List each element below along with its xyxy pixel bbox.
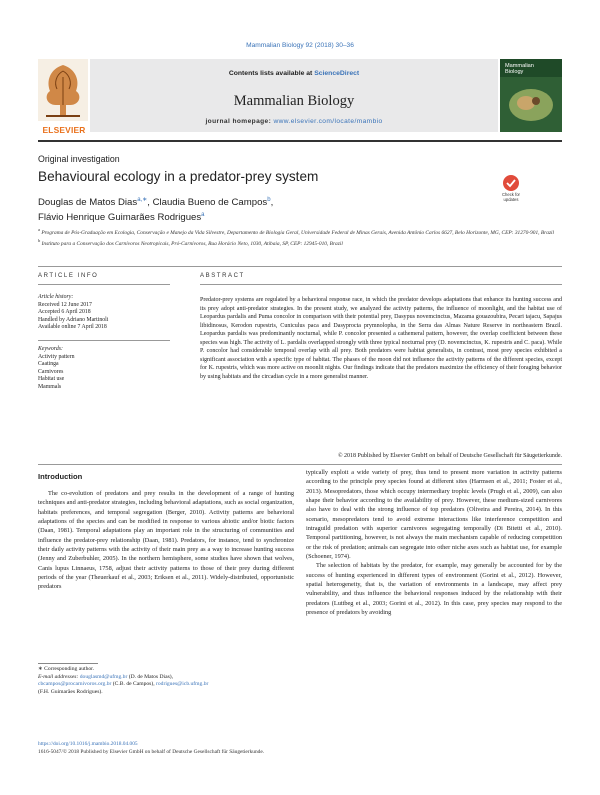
keywords-label: Keywords: <box>38 346 63 352</box>
author-name[interactable]: Douglas de Matos Dias <box>38 197 138 209</box>
intro-paragraph: typically exploit a wide variety of prey, thus tend to present more variation in activity patterns according to the principle prey species found at different sites (Harmsen et al., 2011; Foster et al., 2013). Mesopredators, those which occupy intermediary trophic levels (Prugh et al., 2009), can also shape their behavior according to the availability of prey. However, these medium-sized carnivores also have to deal with the strong influence of top predators (Oliveira and Pereira, 2014). In this scenario, mesopredators tend to avoid extreme interactions like interference competition and intraguild predation with superior carnivores segregating temporally (Di Bitetti et al., 2010). Temporal partitioning, however, is not always the main mechanism capable of reducing competition or the risk of predation; animals can segregate into other niche axes such as habitat use, for example (Schoener, 1974). <box>306 469 562 561</box>
check-badge-line1: Check for <box>502 192 520 197</box>
journal-homepage <box>90 118 498 125</box>
publication-footer <box>38 741 562 756</box>
affiliation-marker: b <box>38 238 41 244</box>
email-label: E-mail addresses: <box>38 673 80 680</box>
homepage-link[interactable]: www.elsevier.com/locate/mambio <box>273 118 383 125</box>
journal-name: Mammalian Biology <box>233 93 355 109</box>
email-link[interactable]: cbcampos@procarnivoros.org.br <box>38 681 112 688</box>
affiliation-divider <box>38 266 562 267</box>
affiliation-item <box>38 237 562 248</box>
intro-paragraph: The selection of habitats by the predator, for example, may generally be accounted for by the success of hunting experienced in different types of environment (Gorini et al., 2012). However, spatial heterogeneity, that is, the variation of environments in a landscape, may affect prey vulnerability, and thus influence the behavioral responses induced by the relationship with their predators (Luttbeg et al., 2003; Gorini et al., 2012). In this case, prey species may respond to the presence of predators by avoiding <box>306 562 562 617</box>
history-item: Available online 7 April 2018 <box>38 324 107 330</box>
cover-title-line1: Mammalian <box>505 63 534 69</box>
journal-reference[interactable]: Mammalian Biology 92 (2018) 30–36 <box>246 42 354 49</box>
homepage-label: journal homepage: <box>205 118 274 125</box>
author-separator: , <box>147 197 153 209</box>
history-item: Accepted 6 April 2018 <box>38 309 91 315</box>
article-info-heading: ARTICLE INFO <box>38 273 99 279</box>
article-type: Original investigation <box>38 154 120 164</box>
check-badge-line2: updates <box>503 197 519 202</box>
corresponding-author-note: ∗ Corresponding author. <box>38 666 95 672</box>
keyword-item: Mammals <box>38 383 62 390</box>
contents-line <box>90 70 498 77</box>
masthead-divider <box>38 140 562 142</box>
article-history <box>38 294 170 332</box>
affiliation-text: Programa de Pós-Graduação em Ecologia, Conservação e Manejo da Vida Silvestre, Departamento de Biologia Geral, Universidade Federal de Minas Gerais, Avenida Antônio Carlos 6627, Belo Horizonte, MG, CEP: 31270-901, Brazil <box>41 229 555 236</box>
affiliation-marker: a <box>38 227 40 232</box>
abstract-rule <box>200 284 562 285</box>
contents-prefix: Contents lists available at <box>228 70 315 77</box>
keywords <box>38 346 170 391</box>
cover-title-line2: Biology <box>505 69 524 76</box>
author-affil-sup[interactable]: a,∗ <box>137 197 148 203</box>
introduction-heading: Introduction <box>38 472 83 481</box>
check-for-updates-badge[interactable] <box>495 173 527 203</box>
history-item: Received 12 June 2017 <box>38 301 92 308</box>
footnote-rule <box>38 663 98 664</box>
elsevier-tree-icon <box>38 59 88 121</box>
author-affil-sup[interactable]: b <box>267 197 271 203</box>
author-list <box>38 194 478 224</box>
affiliation-text: Instituto para a Conservação dos Carnívoros Neotropicais, Pró-Carnívoros, Rua Horácio Neto, 1030, Atibaia, SP, CEP: 12945-010, Brazil <box>41 241 343 248</box>
journal-masthead <box>38 54 562 138</box>
email-link[interactable]: douglasmd@ufmg.br <box>79 673 128 680</box>
intro-right-column <box>306 468 562 618</box>
keyword-item: Habitat use <box>38 376 65 382</box>
affiliation-item <box>38 226 562 237</box>
footnotes <box>38 666 294 696</box>
history-label: Article history: <box>38 294 74 300</box>
keyword-item: Carnivores <box>38 368 64 375</box>
author-affil-sup[interactable]: a <box>201 212 205 219</box>
keyword-item: Caatinga <box>38 361 59 367</box>
elsevier-logo <box>38 59 88 135</box>
abstract-divider <box>38 464 562 465</box>
history-rule <box>38 340 170 341</box>
author-name[interactable]: Flávio Henrique Guimarães Rodrigues <box>38 212 202 224</box>
intro-left-column: The co-evolution of predators and prey results in the development of a range of hunting techniques and anti-predator strategies, including behavioral adaptations, such as social organization, habitats preferences, and temporal segregation (Berger, 2010). Activity patterns are behavioral adaptations of the species and can be modified in response to various abiotic and/or biotic factors (Daan, 1981). Temporal adaptations play an important role in the structuring of communities and influence the predator-prey relationship (Daan, 1981). Predators, for instance, tend to synchronize their daily activity patterns with the activity of their main prey as a way to increase hunting success (Jenny and Zuberbuhler, 2005). In the northern hemisphere, some studies have shown that wolves, Canis lupus Linnaeus, 1758, adjust their activity patterns to those of their prey during different periods of the year (Theuerkauf et al., 2003; Eriksen et al., 2011). Widely-distributed, opportunistic predators <box>38 490 294 591</box>
affiliations <box>38 226 562 249</box>
masthead-panel <box>90 59 498 132</box>
history-item: Handled by Adriano Martinoli <box>38 316 109 323</box>
author-name[interactable]: Claudia Bueno de Campos <box>152 197 268 209</box>
article-info-rule <box>38 284 170 285</box>
abstract-body: Predator-prey systems are regulated by a behavioral response race, in which the predator develops adaptations that enhance its hunting success and its prey adopt anti-predator strategies. In the present study, we analyzed the activity patterns, the influence of moonlight, and the habitat use of Leopardus pardalis and Puma concolor in comparison with their potential prey, Dasypus novemcinctus, Mazama gouazoubira, Pecari tajacu, Sapajus libidinosus, Kerodon rupestris, Cuniculus paca and Dasyprocta prymnolopha, in the Serra das Almas Nature Reserve in northeastern Brazil. Leopardus pardalis was predominantly nocturnal, while P. concolor presented a cathemeral pattern, however, the overlap coefficient between these species was high. The activity of L. pardalis overlapped strongly with three typical nocturnal prey (D. novemcinctus, K. rupestris and C. paca). While P. concolor had considerable temporal overlap with all prey. Both predators were habitat generalists, in contrast, most prey species exhibited a significant association with a specific type of habitat. The phases of the moon did not influence the activity patterns of the different species, except for K. rupestris, which was more active on moonlit nights. Our findings indicate that the predators maximize the efficiency of their foraging behavior by using habitats and the circadian cycle in a more generalist manner. <box>200 297 562 380</box>
cover-title <box>505 63 534 75</box>
email-owner: (F.H. Guimarães Rodrigues). <box>38 688 103 695</box>
abstract-copyright: © 2018 Published by Elsevier GmbH on behalf of Deutsche Gesellschaft für Säugetierkunde. <box>337 453 562 459</box>
keyword-item: Activity pattern <box>38 353 75 360</box>
email-line <box>38 681 294 689</box>
article-title: Behavioural ecology in a predator-prey system <box>38 169 319 184</box>
elsevier-wordmark: ELSEVIER <box>42 125 86 135</box>
email-link[interactable]: rodrigues@icb.ufmg.br <box>156 681 209 688</box>
sciencedirect-link[interactable]: ScienceDirect <box>314 70 360 77</box>
abstract-heading: ABSTRACT <box>200 273 245 279</box>
check-for-updates-icon <box>495 173 527 203</box>
journal-cover-image <box>500 59 562 132</box>
doi-link[interactable]: https://doi.org/10.1016/j.mambio.2018.04.005 <box>38 741 138 747</box>
issn-copyright-line: 1616-5047/© 2018 Published by Elsevier GmbH on behalf of Deutsche Gesellschaft für Säugetierkunde. <box>38 748 265 755</box>
author-separator: , <box>270 197 274 209</box>
email-owner: (D. de Matos Dias), <box>127 673 174 680</box>
email-owner: (C.B. de Campos), <box>111 681 156 688</box>
